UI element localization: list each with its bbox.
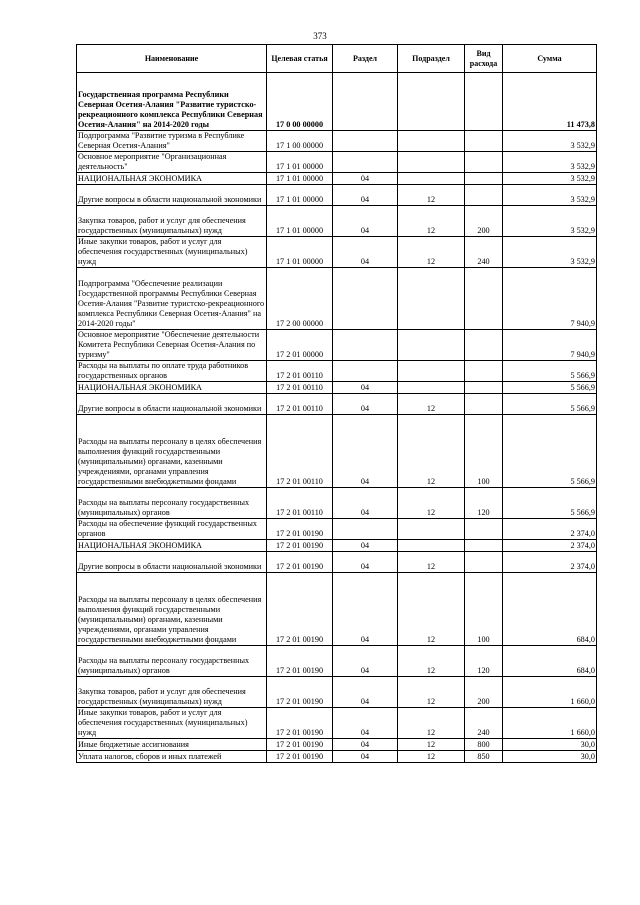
cell-amount: 3 532,9: [503, 185, 597, 206]
cell-expense-type: 850: [465, 751, 503, 763]
cell-section: 04: [333, 382, 398, 394]
cell-amount: 2 374,0: [503, 519, 597, 540]
header-expense-type: Вид расхода: [465, 45, 503, 73]
cell-subsection: 12: [398, 739, 465, 751]
table-row: [77, 488, 597, 519]
cell-article: 17 2 01 00110: [267, 382, 333, 394]
cell-subsection: 12: [398, 708, 465, 739]
cell-section: 04: [333, 185, 398, 206]
table-row: [77, 237, 597, 268]
table-row: [77, 646, 597, 677]
cell-name: Иные бюджетные ассигнования: [77, 739, 267, 751]
cell-subsection: 12: [398, 185, 465, 206]
cell-subsection: [398, 73, 465, 131]
cell-amount: 5 566,9: [503, 382, 597, 394]
cell-subsection: [398, 330, 465, 361]
cell-amount: 3 532,9: [503, 173, 597, 185]
cell-article: 17 2 01 00110: [267, 361, 333, 382]
cell-article: 17 1 01 00000: [267, 185, 333, 206]
cell-expense-type: [465, 382, 503, 394]
cell-subsection: [398, 268, 465, 330]
cell-amount: 5 566,9: [503, 488, 597, 519]
cell-section: 04: [333, 677, 398, 708]
table-row: [77, 552, 597, 573]
cell-name: НАЦИОНАЛЬНАЯ ЭКОНОМИКА: [77, 540, 267, 552]
cell-subsection: [398, 173, 465, 185]
cell-name: Закупка товаров, работ и услуг для обеспечения государственных (муниципальных) нужд: [77, 677, 267, 708]
cell-expense-type: [465, 268, 503, 330]
cell-amount: 5 566,9: [503, 415, 597, 488]
cell-section: [333, 519, 398, 540]
cell-amount: 30,0: [503, 751, 597, 763]
cell-article: 17 2 01 00190: [267, 519, 333, 540]
cell-article: 17 2 01 00110: [267, 415, 333, 488]
cell-name: Другие вопросы в области национальной экономики: [77, 552, 267, 573]
cell-amount: 5 566,9: [503, 394, 597, 415]
cell-subsection: 12: [398, 573, 465, 646]
table-row: [77, 739, 597, 751]
cell-section: 04: [333, 552, 398, 573]
cell-section: 04: [333, 739, 398, 751]
cell-expense-type: 240: [465, 237, 503, 268]
cell-article: 17 1 00 00000: [267, 131, 333, 152]
cell-section: 04: [333, 751, 398, 763]
cell-subsection: 12: [398, 646, 465, 677]
cell-expense-type: 800: [465, 739, 503, 751]
cell-subsection: [398, 540, 465, 552]
cell-subsection: 12: [398, 677, 465, 708]
cell-name: Расходы на выплаты по оплате труда работников государственных органов: [77, 361, 267, 382]
cell-article: 17 2 01 00000: [267, 330, 333, 361]
cell-article: 17 1 01 00000: [267, 206, 333, 237]
table-row: [77, 73, 597, 131]
cell-section: [333, 131, 398, 152]
table-row: [77, 573, 597, 646]
cell-expense-type: [465, 131, 503, 152]
cell-article: 17 2 01 00190: [267, 739, 333, 751]
cell-amount: 5 566,9: [503, 361, 597, 382]
cell-subsection: [398, 382, 465, 394]
table-row: [77, 330, 597, 361]
cell-article: 17 2 01 00190: [267, 573, 333, 646]
table-row: [77, 382, 597, 394]
cell-section: 04: [333, 488, 398, 519]
table-row: [77, 185, 597, 206]
cell-section: 04: [333, 646, 398, 677]
cell-expense-type: [465, 519, 503, 540]
cell-section: 04: [333, 394, 398, 415]
table-row: [77, 415, 597, 488]
cell-expense-type: [465, 152, 503, 173]
cell-article: 17 1 01 00000: [267, 173, 333, 185]
cell-section: 04: [333, 708, 398, 739]
cell-section: 04: [333, 173, 398, 185]
cell-article: 17 2 01 00110: [267, 394, 333, 415]
cell-amount: 3 532,9: [503, 152, 597, 173]
cell-expense-type: 200: [465, 206, 503, 237]
cell-amount: 11 473,8: [503, 73, 597, 131]
budget-table: [76, 44, 597, 763]
cell-name: НАЦИОНАЛЬНАЯ ЭКОНОМИКА: [77, 173, 267, 185]
cell-expense-type: 120: [465, 488, 503, 519]
cell-name: Расходы на выплаты персоналу государственных (муниципальных) органов: [77, 646, 267, 677]
table-row: [77, 540, 597, 552]
cell-name: Расходы на обеспечение функций государственных органов: [77, 519, 267, 540]
cell-section: [333, 152, 398, 173]
cell-expense-type: 100: [465, 573, 503, 646]
cell-article: 17 2 01 00190: [267, 540, 333, 552]
cell-subsection: 12: [398, 206, 465, 237]
cell-subsection: 12: [398, 751, 465, 763]
cell-amount: 2 374,0: [503, 552, 597, 573]
cell-article: 17 2 01 00190: [267, 751, 333, 763]
cell-article: 17 2 01 00190: [267, 646, 333, 677]
cell-amount: 3 532,9: [503, 237, 597, 268]
cell-section: [333, 73, 398, 131]
cell-amount: 1 660,0: [503, 708, 597, 739]
cell-name: Подпрограмма "Обеспечение реализации Государственной программы Республики Северная Осетия-Алания "Развитие туристско-рекреационного комплекса Республики Северная Осетия-Алания" на 2014-2020 годы": [77, 268, 267, 330]
cell-subsection: [398, 152, 465, 173]
cell-subsection: 12: [398, 415, 465, 488]
cell-expense-type: 120: [465, 646, 503, 677]
cell-name: Иные закупки товаров, работ и услуг для обеспечения государственных (муниципальных) нужд: [77, 708, 267, 739]
cell-expense-type: [465, 552, 503, 573]
cell-name: Расходы на выплаты персоналу государственных (муниципальных) органов: [77, 488, 267, 519]
cell-section: [333, 330, 398, 361]
table-row: [77, 708, 597, 739]
cell-section: 04: [333, 540, 398, 552]
cell-name: Государственная программа Республики Северная Осетия-Алания "Развитие туристско-рекреационного комплекса Республики Северная Осетия-Алания" на 2014-2020 годы: [77, 73, 267, 131]
table-row: [77, 152, 597, 173]
cell-article: 17 1 01 00000: [267, 237, 333, 268]
header-subsection: Подраздел: [398, 45, 465, 73]
table-row: [77, 519, 597, 540]
cell-expense-type: [465, 73, 503, 131]
cell-expense-type: 200: [465, 677, 503, 708]
cell-article: 17 2 01 00190: [267, 708, 333, 739]
table-row: [77, 131, 597, 152]
cell-article: 17 1 01 00000: [267, 152, 333, 173]
table-row: [77, 206, 597, 237]
header-amount: Сумма: [503, 45, 597, 73]
cell-amount: 1 660,0: [503, 677, 597, 708]
cell-name: Уплата налогов, сборов и иных платежей: [77, 751, 267, 763]
cell-expense-type: [465, 330, 503, 361]
cell-section: 04: [333, 206, 398, 237]
header-section: Раздел: [333, 45, 398, 73]
cell-section: 04: [333, 573, 398, 646]
table-header-row: [77, 45, 597, 73]
cell-amount: 684,0: [503, 646, 597, 677]
cell-expense-type: [465, 173, 503, 185]
table-row: [77, 361, 597, 382]
cell-subsection: 12: [398, 237, 465, 268]
cell-name: Расходы на выплаты персоналу в целях обеспечения выполнения функций государственными (муниципальными) органами, казенными учреждениями, органами управления государственными внебюджетными фондами: [77, 573, 267, 646]
cell-name: Другие вопросы в области национальной экономики: [77, 394, 267, 415]
cell-article: 17 0 00 00000: [267, 73, 333, 131]
cell-expense-type: 100: [465, 415, 503, 488]
cell-section: 04: [333, 237, 398, 268]
cell-expense-type: [465, 540, 503, 552]
cell-name: Основное мероприятие "Организационная деятельность": [77, 152, 267, 173]
cell-article: 17 2 01 00190: [267, 552, 333, 573]
cell-name: Закупка товаров, работ и услуг для обеспечения государственных (муниципальных) нужд: [77, 206, 267, 237]
cell-amount: 3 532,9: [503, 206, 597, 237]
cell-amount: 30,0: [503, 739, 597, 751]
cell-section: 04: [333, 415, 398, 488]
cell-name: Подпрограмма "Развитие туризма в Республике Северная Осетия-Алания": [77, 131, 267, 152]
cell-name: Иные закупки товаров, работ и услуг для обеспечения государственных (муниципальных) нужд: [77, 237, 267, 268]
cell-subsection: 12: [398, 488, 465, 519]
cell-name: Расходы на выплаты персоналу в целях обеспечения выполнения функций государственными (муниципальными) органами, казенными учреждениями, органами управления государственными внебюджетными фондами: [77, 415, 267, 488]
cell-amount: 3 532,9: [503, 131, 597, 152]
header-article: Целевая статья: [267, 45, 333, 73]
cell-article: 17 2 00 00000: [267, 268, 333, 330]
table-row: [77, 394, 597, 415]
cell-section: [333, 268, 398, 330]
cell-expense-type: [465, 185, 503, 206]
page-number: 373: [313, 31, 327, 41]
cell-article: 17 2 01 00110: [267, 488, 333, 519]
table-row: [77, 173, 597, 185]
cell-subsection: 12: [398, 552, 465, 573]
cell-section: [333, 361, 398, 382]
cell-subsection: [398, 519, 465, 540]
table-row: [77, 751, 597, 763]
cell-subsection: [398, 131, 465, 152]
cell-amount: 684,0: [503, 573, 597, 646]
cell-name: Другие вопросы в области национальной экономики: [77, 185, 267, 206]
cell-amount: 2 374,0: [503, 540, 597, 552]
cell-expense-type: 240: [465, 708, 503, 739]
cell-amount: 7 940,9: [503, 268, 597, 330]
header-name: Наименование: [77, 45, 267, 73]
cell-name: НАЦИОНАЛЬНАЯ ЭКОНОМИКА: [77, 382, 267, 394]
cell-expense-type: [465, 394, 503, 415]
table-row: [77, 268, 597, 330]
cell-name: Основное мероприятие "Обеспечение деятельности Комитета Республики Северная Осетия-Алания по туризму": [77, 330, 267, 361]
table-row: [77, 677, 597, 708]
cell-subsection: 12: [398, 394, 465, 415]
cell-amount: 7 940,9: [503, 330, 597, 361]
cell-subsection: [398, 361, 465, 382]
cell-article: 17 2 01 00190: [267, 677, 333, 708]
cell-expense-type: [465, 361, 503, 382]
